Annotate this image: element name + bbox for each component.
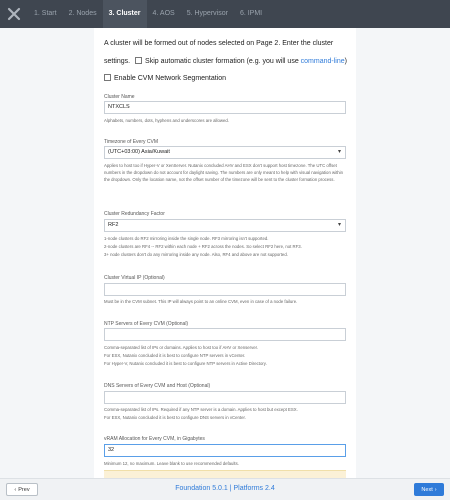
wizard-nav <box>0 0 450 28</box>
redundancy-label: Cluster Redundancy Factor <box>104 211 165 217</box>
version-text: Foundation 5.0.1 | Platforms 2.4 <box>175 485 275 492</box>
command-line-link[interactable]: command-line <box>300 58 345 65</box>
cluster-name-help: Alphabets, numbers, dots, hyphens and underscores are allowed. <box>104 118 229 123</box>
segmentation-row <box>104 74 350 82</box>
cluster-name-input[interactable] <box>104 101 346 114</box>
redundancy-select[interactable] <box>104 219 346 232</box>
chevron-right-icon: › <box>434 486 437 493</box>
step-hypervisor[interactable]: 5. Hypervisor <box>186 10 228 17</box>
chevron-down-icon: ▾ <box>337 149 341 155</box>
step-start[interactable]: 1. Start <box>34 10 57 17</box>
timezone-value: (UTC+03:00) Asia/Kuwait <box>108 149 170 155</box>
timezone-select[interactable] <box>104 146 346 159</box>
footer-bar <box>0 478 450 500</box>
skip-formation-checkbox[interactable] <box>135 57 142 64</box>
prev-label: Prev <box>18 486 30 493</box>
ntp-help-2: For ESX, Nutanix concluded it is best to configure NTP servers in vCenter. <box>104 353 246 358</box>
x-logo-icon <box>0 0 28 28</box>
vram-input[interactable] <box>104 444 346 457</box>
ntp-label: NTP Servers of Every CVM (Optional) <box>104 321 189 327</box>
redundancy-value: RF2 <box>108 222 119 228</box>
step-nodes[interactable]: 2. Nodes <box>68 10 97 17</box>
virtual-ip-label: Cluster Virtual IP (Optional) <box>104 275 165 281</box>
settings-label: settings. <box>104 58 131 65</box>
virtual-ip-input[interactable] <box>104 283 346 296</box>
dns-input[interactable] <box>104 391 346 404</box>
next-button[interactable] <box>414 483 444 496</box>
skip-formation-suffix: ) <box>344 58 347 65</box>
redundancy-help-3: 3+ node clusters don't do any mirroring inside any node. Also, RF4 and above are not supported. <box>104 252 288 257</box>
step-aos[interactable]: 4. AOS <box>152 10 175 17</box>
chevron-left-icon: ‹ <box>14 486 17 493</box>
cluster-name-label: Cluster Name <box>104 94 135 100</box>
warning-banner <box>104 470 346 478</box>
intro-text: A cluster will be formed out of nodes selected on Page 2. Enter the cluster <box>104 40 334 47</box>
dns-help-2: For ESX, Nutanix concluded it is best to configure DNS servers in vCenter. <box>104 415 246 420</box>
cluster-name-value: NTXCLS <box>108 104 130 110</box>
form-body[interactable] <box>0 28 450 478</box>
step-cluster[interactable]: 3. Cluster <box>103 0 147 28</box>
ntp-help-1: Comma-separated list of IPs or domains. Applies to host too if AHV or Xenserver. <box>104 345 259 350</box>
redundancy-help-1: 1-node clusters do RF2 mirroring inside the single node. RF3 mirroring isn't supported. <box>104 236 269 241</box>
timezone-help: Applies to host too if Hyper-V or XenServer. Nutanix concluded AHV and ESX don't support host timezone. The UTC offset numbers in the dropdown do not account for daylight saving. The numbers are only meant to help with visual navigation within the dropdown. Only the location name, not the offset number of the timezone will be sent to the cluster formation process. <box>104 163 344 182</box>
skip-formation-label: Skip automatic cluster formation (e.g. you will use <box>145 58 301 65</box>
segmentation-checkbox[interactable] <box>104 74 111 81</box>
virtual-ip-help: Must be in the CVM subnet. This IP will always point to an online CVM, even in case of a node failure. <box>104 299 298 304</box>
skip-row <box>104 57 350 65</box>
ntp-input[interactable] <box>104 328 346 341</box>
timezone-label: Timezone of Every CVM <box>104 139 158 145</box>
dns-help-1: Comma-separated list of IPs. Required if any NTP server is a domain. Applies to host but except ESX. <box>104 407 298 412</box>
vram-label: vRAM Allocation for Every CVM, in Gigabytes <box>104 436 205 442</box>
segmentation-label: Enable CVM Network Segmentation <box>114 75 227 82</box>
dns-label: DNS Servers of Every CVM and Host (Optional) <box>104 383 211 389</box>
redundancy-help-2: 2-node clusters are RF4 -- RF2 within each node + RF2 across the nodes. So select RF2 here, not RF3. <box>104 244 302 249</box>
step-ipmi[interactable]: 6. IPMI <box>239 10 263 17</box>
vram-value: 32 <box>108 447 115 453</box>
chevron-down-icon: ▾ <box>337 222 341 228</box>
next-label: Next <box>421 486 433 493</box>
vram-help: Minimum 12, no maximum. Leave blank to use recommended defaults. <box>104 461 239 466</box>
ntp-help-3: For Hyper-V, Nutanix concluded it is best to configure NTP servers in Active Directory. <box>104 361 267 366</box>
